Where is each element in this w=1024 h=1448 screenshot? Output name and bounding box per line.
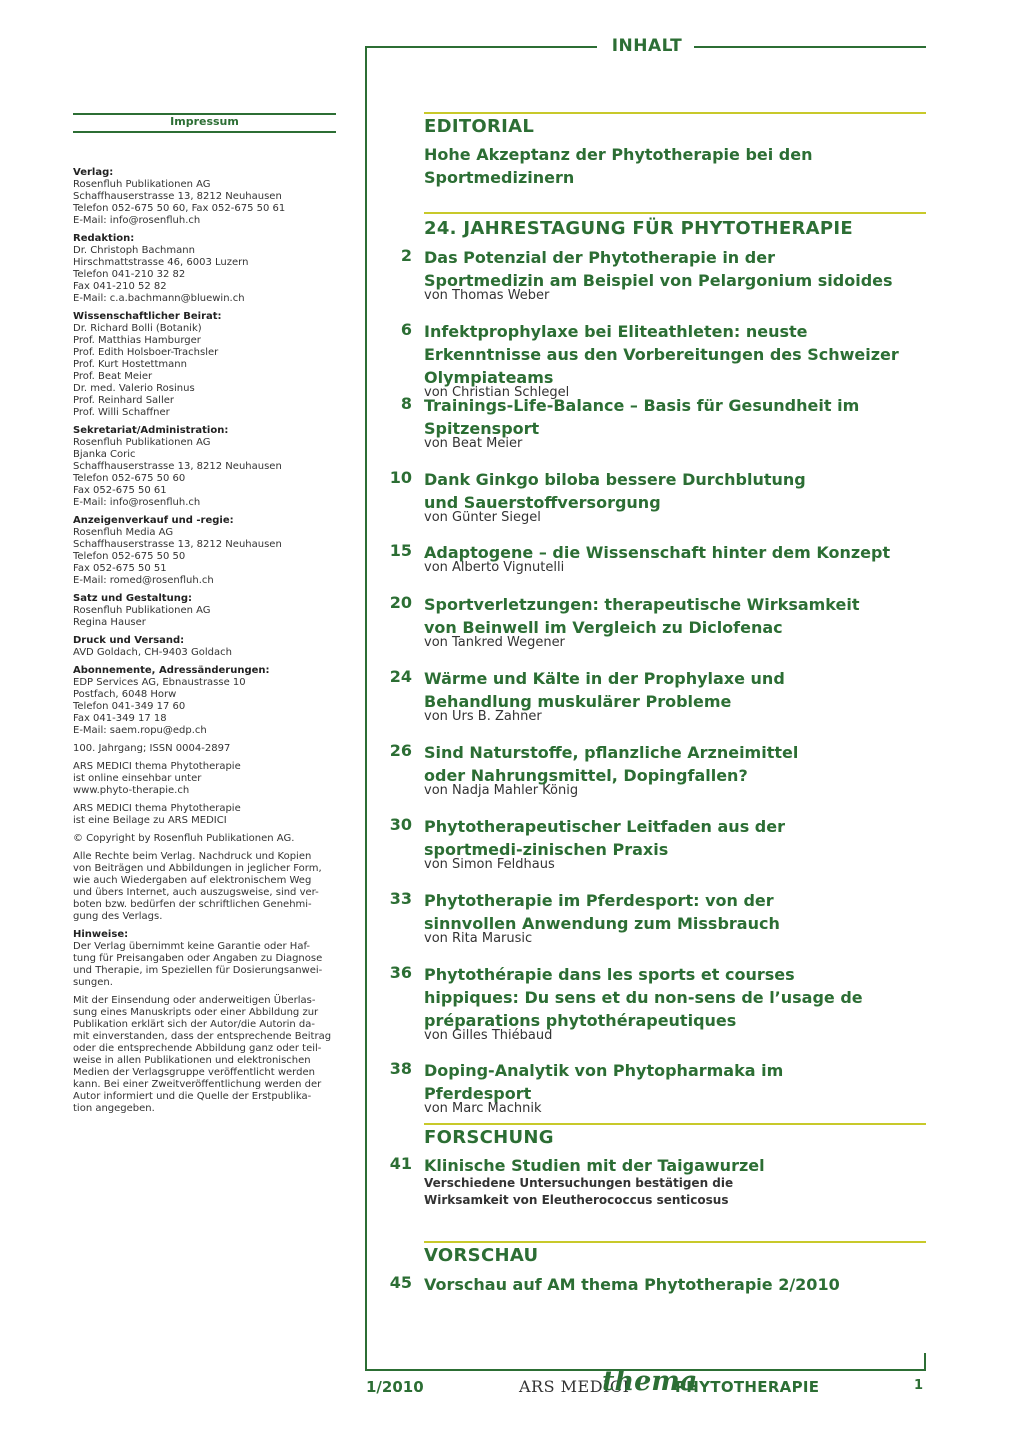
toc-entry-author: von Rita Marusic: [424, 931, 533, 946]
toc-entry[interactable]: [380, 394, 920, 452]
toc-entry-author: von Marc Machnik: [424, 1101, 542, 1116]
impressum-line: EDP Services AG, Ebnaustrasse 10: [73, 677, 246, 688]
toc-entry-title: Phytotherapeutischer Leitfaden aus der sportmedi-zinischen Praxis: [424, 817, 785, 859]
impressum-line: Rosenfluh Publikationen AG: [73, 179, 211, 190]
toc-page-number: 41: [389, 1154, 412, 1173]
impressum-line: kann. Bei einer Zweitveröffentlichung werden der: [73, 1079, 322, 1090]
toc-entry[interactable]: [380, 593, 920, 651]
section-rule: [424, 1123, 926, 1125]
toc-entry-title: Das Potenzial der Phytotherapie in der Sportmedizin am Beispiel von Pelargonium sidoides: [424, 248, 893, 290]
toc-page-number: 33: [389, 889, 412, 908]
toc-entry[interactable]: [380, 815, 920, 873]
impressum-line: Telefon 052-675 50 60: [73, 473, 186, 484]
toc-page-number: 36: [389, 963, 412, 982]
footer-issue: 1/2010: [366, 1378, 424, 1396]
impressum-line: tung für Preisangaben oder Angaben zu Diagnose: [73, 953, 323, 964]
impressum-label: Abonnemente, Adressänderungen:: [73, 665, 270, 676]
impressum-line: Prof. Reinhard Saller: [73, 395, 175, 406]
section-heading-editorial: EDITORIAL: [424, 116, 535, 137]
header-rule-right: [694, 46, 926, 48]
impressum-line: mit einverstanden, dass der entsprechende Beitrag: [73, 1031, 332, 1042]
impressum-line: oder die entsprechende Abbildung ganz oder teil-: [73, 1043, 322, 1054]
footer-thema-logo: thema: [602, 1366, 698, 1397]
impressum-line: wie auch Wiedergaben auf elektronischem Weg: [73, 875, 312, 886]
impressum-line: Hirschmattstrasse 46, 6003 Luzern: [73, 257, 249, 268]
impressum-line: Publikation erklärt sich der Autor/die Autorin da-: [73, 1019, 316, 1030]
impressum-line: Telefon 052-675 50 60, Fax 052-675 50 61: [73, 203, 286, 214]
toc-entry-title: Phytotherapie im Pferdesport: von der sinnvollen Anwendung zum Missbrauch: [424, 891, 780, 933]
impressum-line: Rosenfluh Publikationen AG: [73, 437, 211, 448]
toc-entry[interactable]: [380, 468, 920, 526]
impressum-block: [73, 761, 343, 797]
impressum-block: [73, 635, 343, 659]
impressum-line: Prof. Kurt Hostettmann: [73, 359, 187, 370]
impressum-line: sungen.: [73, 977, 113, 988]
impressum-line: Alle Rechte beim Verlag. Nachdruck und Kopien: [73, 851, 312, 862]
toc-page-number: 6: [400, 320, 412, 339]
impressum-line: Dr. Christoph Bachmann: [73, 245, 195, 256]
impressum-line: Schaffhauserstrasse 13, 8212 Neuhausen: [73, 539, 282, 550]
toc-entry[interactable]: [380, 667, 920, 725]
impressum-line: ARS MEDICI thema Phytotherapie: [73, 803, 241, 814]
toc-entry-title: Doping-Analytik von Phytopharmaka im Pferdesport: [424, 1061, 784, 1103]
impressum-block: [73, 425, 343, 509]
toc-entry-author: von Beat Meier: [424, 436, 523, 451]
impressum-line: www.phyto-therapie.ch: [73, 785, 190, 796]
toc-entry-title: Vorschau auf AM thema Phytotherapie 2/2010: [424, 1275, 840, 1294]
impressum-line: 100. Jahrgang; ISSN 0004-2897: [73, 743, 231, 754]
impressum-block: [73, 833, 343, 845]
impressum-line: Fax 052-675 50 61: [73, 485, 167, 496]
impressum-line: Mit der Einsendung oder anderweitigen Überlas-: [73, 995, 316, 1006]
toc-entry-subtitle: Verschiedene Untersuchungen bestätigen die Wirksamkeit von Eleutherococcus senticosus: [424, 1176, 734, 1207]
toc-entry[interactable]: [380, 741, 920, 799]
impressum-rule-bottom: [73, 131, 336, 133]
impressum-line: AVD Goldach, CH-9403 Goldach: [73, 647, 232, 658]
toc-entry-editorial[interactable]: [380, 143, 920, 189]
impressum-line: Regina Hauser: [73, 617, 146, 628]
impressum-line: Postfach, 6048 Horw: [73, 689, 177, 700]
toc-entry-title: Hohe Akzeptanz der Phytotherapie bei den Sportmedizinern: [424, 145, 813, 187]
impressum-line: E-Mail: saem.ropu@edp.ch: [73, 725, 207, 736]
toc-entry-title: Trainings-Life-Balance – Basis für Gesundheit im Spitzensport: [424, 396, 860, 438]
toc-entry-author: von Alberto Vignutelli: [424, 560, 565, 575]
impressum-line: Prof. Beat Meier: [73, 371, 153, 382]
impressum-line: Prof. Edith Holsboer-Trachsler: [73, 347, 219, 358]
toc-page-number: 30: [389, 815, 412, 834]
toc-entry-author: von Urs B. Zahner: [424, 709, 542, 724]
toc-entry[interactable]: [380, 541, 920, 576]
impressum-block: [73, 515, 343, 587]
toc-entry-title: Wärme und Kälte in der Prophylaxe und Behandlung muskulärer Probleme: [424, 669, 785, 711]
impressum-block: [73, 593, 343, 629]
impressum-line: boten bzw. bedürfen der schriftlichen Genehmi-: [73, 899, 312, 910]
impressum-line: Autor informiert und die Quelle der Erstpublika-: [73, 1091, 312, 1102]
impressum-line: und Therapie, im Speziellen für Dosierungsanwei-: [73, 965, 323, 976]
impressum-line: ist online einsehbar unter: [73, 773, 202, 784]
impressum-line: gung des Verlags.: [73, 911, 163, 922]
toc-entry-author: von Simon Feldhaus: [424, 857, 555, 872]
toc-page-number: 20: [389, 593, 412, 612]
toc-entry-title: Sportverletzungen: therapeutische Wirksamkeit von Beinwell im Vergleich zu Diclofenac: [424, 595, 860, 637]
section-heading-jahrestagung: 24. JAHRESTAGUNG FÜR PHYTOTHERAPIE: [424, 218, 853, 239]
toc-entry-vorschau[interactable]: [380, 1273, 920, 1296]
impressum-label: Wissenschaftlicher Beirat:: [73, 311, 222, 322]
impressum-line: Fax 041-349 17 18: [73, 713, 167, 724]
impressum-line: Dr. med. Valerio Rosinus: [73, 383, 195, 394]
toc-entry-author: von Nadja Mahler König: [424, 783, 579, 798]
impressum-block: [73, 665, 343, 737]
impressum-block: [73, 233, 343, 305]
footer-page-number: 1: [914, 1378, 924, 1393]
toc-entry-title: Phytothérapie dans les sports et courses hippiques: Du sens et du non-sens de l’usage de préparations phytothérapeutiques: [424, 965, 863, 1030]
impressum-line: ist eine Beilage zu ARS MEDICI: [73, 815, 227, 826]
impressum-line: weise in allen Publikationen und elektronischen: [73, 1055, 311, 1066]
toc-page-number: 10: [389, 468, 412, 487]
toc-entry-author: von Tankred Wegener: [424, 635, 565, 650]
impressum-body: [73, 167, 343, 1121]
toc-entry-title: Adaptogene – die Wissenschaft hinter dem Konzept: [424, 543, 891, 562]
impressum-line: Telefon 052-675 50 50: [73, 551, 186, 562]
toc-entry[interactable]: [380, 889, 920, 947]
impressum-line: Der Verlag übernimmt keine Garantie oder Haf-: [73, 941, 311, 952]
footer-tick: [924, 1353, 926, 1370]
toc-page-number: 15: [389, 541, 412, 560]
toc-page-number: 24: [389, 667, 412, 686]
impressum-line: Bjanka Coric: [73, 449, 136, 460]
toc-entry[interactable]: [380, 320, 920, 401]
impressum-label: Druck und Versand:: [73, 635, 185, 646]
impressum-line: Prof. Matthias Hamburger: [73, 335, 201, 346]
impressum-label: Anzeigenverkauf und -regie:: [73, 515, 234, 526]
impressum-line: Fax 052-675 50 51: [73, 563, 167, 574]
impressum-label: Hinweise:: [73, 929, 129, 940]
impressum-label: Redaktion:: [73, 233, 135, 244]
toc-page-number: 8: [400, 394, 412, 413]
impressum-line: Schaffhauserstrasse 13, 8212 Neuhausen: [73, 191, 282, 202]
toc-entry[interactable]: [380, 1059, 920, 1117]
header-rule-left: [365, 46, 597, 48]
toc-entry-title: Infektprophylaxe bei Eliteathleten: neuste Erkenntnisse aus den Vorbereitungen des Schweizer Olympiateams: [424, 322, 899, 387]
footer-brand-logo: ARS MEDICI: [519, 1377, 630, 1396]
impressum-title: Impressum: [170, 115, 239, 128]
impressum-line: Rosenfluh Publikationen AG: [73, 605, 211, 616]
impressum-line: E-Mail: romed@rosenfluh.ch: [73, 575, 214, 586]
toc-entry-author: von Günter Siegel: [424, 510, 541, 525]
impressum-block: [73, 743, 343, 755]
toc-page-number: 26: [389, 741, 412, 760]
toc-entry-author: von Christian Schlegel: [424, 385, 570, 400]
impressum-line: E-Mail: info@rosenfluh.ch: [73, 497, 201, 508]
impressum-block: [73, 311, 343, 419]
impressum-label: Sekretariat/Administration:: [73, 425, 229, 436]
impressum-line: und übers Internet, auch auszugsweise, sind ver-: [73, 887, 319, 898]
toc-entry[interactable]: [380, 246, 920, 304]
impressum-line: Rosenfluh Media AG: [73, 527, 174, 538]
impressum-line: Telefon 041-210 32 82: [73, 269, 186, 280]
impressum-line: E-Mail: c.a.bachmann@bluewin.ch: [73, 293, 245, 304]
impressum-line: ARS MEDICI thema Phytotherapie: [73, 761, 241, 772]
toc-entry-author: von Thomas Weber: [424, 288, 550, 303]
toc-page-number: 45: [389, 1273, 412, 1292]
impressum-block: [73, 995, 343, 1115]
impressum-block: [73, 851, 343, 923]
impressum-line: Schaffhauserstrasse 13, 8212 Neuhausen: [73, 461, 282, 472]
impressum-line: E-Mail: info@rosenfluh.ch: [73, 215, 201, 226]
impressum-block: [73, 803, 343, 827]
impressum-line: © Copyright by Rosenfluh Publikationen AG.: [73, 833, 295, 844]
section-rule: [424, 112, 926, 114]
impressum-label: Verlag:: [73, 167, 114, 178]
impressum-line: sung eines Manuskripts oder einer Abbildung zur: [73, 1007, 319, 1018]
impressum-block: [73, 929, 343, 989]
toc-entry-forschung[interactable]: [380, 1154, 920, 1209]
impressum-line: Telefon 041-349 17 60: [73, 701, 186, 712]
impressum-line: von Beiträgen und Abbildungen in jeglicher Form,: [73, 863, 322, 874]
impressum-line: tion angegeben.: [73, 1103, 155, 1114]
impressum-label: Satz und Gestaltung:: [73, 593, 192, 604]
section-rule: [424, 1241, 926, 1243]
toc-entry-title: Dank Ginkgo biloba bessere Durchblutung und Sauerstoffversorgung: [424, 470, 806, 512]
toc-page-number: 2: [400, 246, 412, 265]
toc-entry-author: von Gilles Thiébaud: [424, 1028, 553, 1043]
impressum-line: Dr. Richard Bolli (Botanik): [73, 323, 202, 334]
impressum-block: [73, 167, 343, 227]
impressum-line: Prof. Willi Schaffner: [73, 407, 170, 418]
impressum-line: Medien der Verlagsgruppe veröffentlicht werden: [73, 1067, 315, 1078]
section-heading-vorschau: VORSCHAU: [424, 1245, 539, 1266]
impressum-line: Fax 041-210 52 82: [73, 281, 167, 292]
footer-section: PHYTOTHERAPIE: [675, 1378, 820, 1396]
toc-entry-title: Sind Naturstoffe, pflanzliche Arzneimittel oder Nahrungsmittel, Dopingfallen?: [424, 743, 799, 785]
toc-page-number: 38: [389, 1059, 412, 1078]
toc-entry-title: Klinische Studien mit der Taigawurzel: [424, 1156, 765, 1175]
section-heading-forschung: FORSCHUNG: [424, 1127, 554, 1148]
toc-entry[interactable]: [380, 963, 920, 1044]
section-rule: [424, 212, 926, 214]
page-title: INHALT: [611, 36, 683, 56]
column-divider: [365, 46, 367, 1371]
